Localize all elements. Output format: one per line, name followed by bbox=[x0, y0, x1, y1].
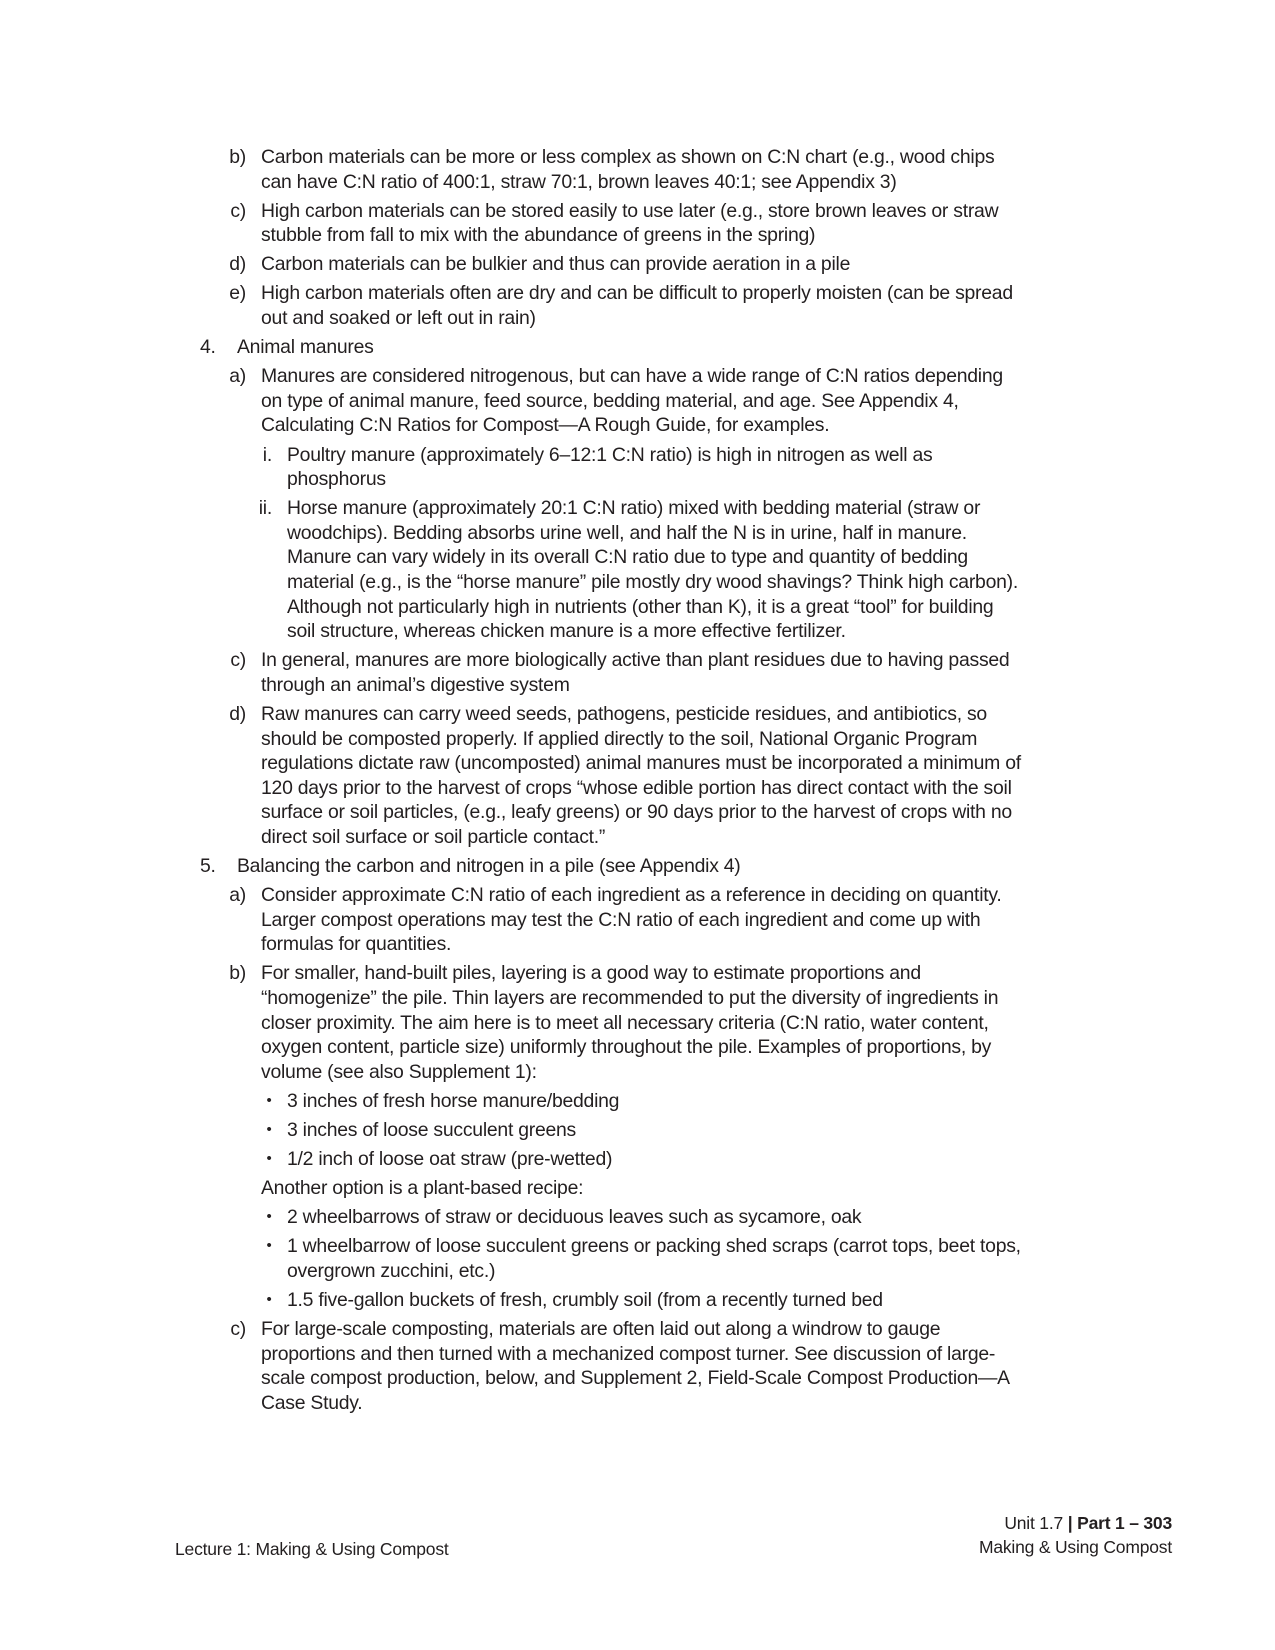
bullet-item bbox=[0, 1234, 1275, 1283]
outline-body bbox=[0, 145, 1275, 1420]
item-marker: d) bbox=[229, 253, 246, 276]
footer-lecture-title: Lecture 1: Making & Using Compost bbox=[175, 1539, 449, 1559]
footer-page-number: Part 1 – 303 bbox=[1077, 1513, 1172, 1533]
section-heading bbox=[0, 854, 1275, 879]
list-item bbox=[0, 1317, 1275, 1415]
bullet-text: 3 inches of loose succulent greens bbox=[287, 1118, 577, 1141]
item-text: High carbon materials can be stored easily to use later (e.g., store brown leaves or straw stubble from fall to mix with the abundance of greens in the spring) bbox=[261, 199, 999, 247]
list-item bbox=[0, 199, 1275, 248]
item-text: Raw manures can carry weed seeds, pathogens, pesticide residues, and antibiotics, so should be composted properly. If applied directly to the soil, National Organic Program regulations dictate raw (uncomposted) animal manures must be incorporated a minimum of 120 days prior to the harvest of crops “whose edible portion has direct contact with the soil surface or soil particles, (e.g., leafy greens) or 90 days prior to the harvest of crops with no direct soil surface or soil particle contact.” bbox=[261, 702, 1021, 848]
item-text: In general, manures are more biologically active than plant residues due to having passed through an animal’s digestive system bbox=[261, 649, 1010, 696]
bullet-item bbox=[0, 1147, 1275, 1172]
item-marker: a) bbox=[229, 884, 246, 907]
item-text: Manures are considered nitrogenous, but can have a wide range of C:N ratios depending on type of animal manure, feed source, bedding material, and age. See Appendix 4, Calculating C:N Ratios for Compost—A Rough Guide, for examples. bbox=[261, 365, 1003, 437]
bullet-text: 3 inches of fresh horse manure/bedding bbox=[287, 1089, 620, 1112]
footer-unit-line bbox=[979, 1511, 1172, 1535]
bullet-text: 1/2 inch of loose oat straw (pre-wetted) bbox=[287, 1148, 613, 1171]
list-item bbox=[0, 443, 1275, 492]
item-marker: ii. bbox=[258, 497, 272, 520]
section-title: Animal manures bbox=[237, 336, 374, 359]
bullet-icon: • bbox=[266, 1208, 272, 1226]
bullet-icon: • bbox=[266, 1091, 272, 1109]
item-marker: d) bbox=[229, 702, 246, 725]
item-marker: b) bbox=[229, 146, 246, 168]
list-item bbox=[0, 702, 1275, 850]
item-text: For large-scale composting, materials are often laid out along a windrow to gauge proportions and then turned with a mechanized compost turner. See discussion of large-scale compost production, below, and Supplement 2, Field-Scale Compost Production—A Case Study. bbox=[261, 1318, 1009, 1414]
item-text: Carbon materials can be more or less complex as shown on C:N chart (e.g., wood chips can have C:N ratio of 400:1, straw 70:1, brown leaves 40:1; see Appendix 3) bbox=[261, 146, 995, 193]
section-number: 5. bbox=[200, 855, 216, 878]
item-marker: c) bbox=[230, 1318, 246, 1341]
bullet-icon: • bbox=[266, 1237, 272, 1255]
section-number: 4. bbox=[200, 336, 216, 359]
item-text: For smaller, hand-built piles, layering is a good way to estimate proportions and “homogenize” the pile. Thin layers are recommended to put the diversity of ingredients in closer proximity. The aim here is to meet all necessary criteria (C:N ratio, water content, oxygen content, particle size) uniformly throughout the pile. Examples of proportions, by volume (see also Supplement 1): bbox=[261, 962, 999, 1083]
bullet-text: 1.5 five-gallon buckets of fresh, crumbly soil (from a recently turned bed bbox=[287, 1289, 883, 1312]
section-heading bbox=[0, 335, 1275, 360]
item-text: Horse manure (approximately 20:1 C:N ratio) mixed with bedding material (straw or woodchips). Bedding absorbs urine well, and half the N is in urine, half in manure. Manure can vary widely in its overall C:N ratio due to type and quantity of bedding material (e.g., is the “horse manure” pile mostly dry wood shavings? Think high carbon). Although not particularly high in nutrients (other than K), it is a great “tool” for building soil structure, whereas chicken manure is a more effective fertilizer. bbox=[287, 497, 1018, 643]
list-item bbox=[0, 496, 1275, 644]
item-text: Poultry manure (approximately 6–12:1 C:N ratio) is high in nitrogen as well as phosphorus bbox=[287, 443, 933, 491]
footer-unit: Unit 1.7 bbox=[1004, 1513, 1064, 1533]
bullet-item bbox=[0, 1288, 1275, 1313]
bullet-text: 1 wheelbarrow of loose succulent greens or packing shed scraps (carrot tops, beet tops, overgrown zucchini, etc.) bbox=[287, 1235, 1021, 1282]
footer-unit-title: Making & Using Compost bbox=[978, 1537, 1172, 1557]
item-text: Carbon materials can be bulkier and thus can provide aeration in a pile bbox=[261, 253, 851, 276]
list-item bbox=[0, 145, 1275, 194]
inline-paragraph: Another option is a plant-based recipe: bbox=[261, 1177, 584, 1200]
footer-page-info bbox=[979, 1511, 1172, 1559]
section-title: Balancing the carbon and nitrogen in a pile (see Appendix 4) bbox=[237, 855, 741, 878]
bullet-icon: • bbox=[266, 1150, 272, 1168]
item-text: Consider approximate C:N ratio of each ingredient as a reference in deciding on quantity. Larger compost operations may test the C:N ratio of each ingredient and come up with formulas for quantities. bbox=[261, 884, 1002, 956]
list-item bbox=[0, 961, 1275, 1084]
list-item bbox=[0, 648, 1275, 697]
list-item bbox=[0, 281, 1275, 330]
footer-separator: | bbox=[1067, 1513, 1073, 1533]
item-marker: b) bbox=[229, 962, 246, 985]
bullet-item bbox=[0, 1089, 1275, 1114]
list-item bbox=[0, 883, 1275, 957]
list-item bbox=[0, 252, 1275, 277]
item-marker: c) bbox=[230, 199, 246, 222]
item-marker: i. bbox=[262, 443, 272, 466]
bullet-text: 2 wheelbarrows of straw or deciduous leaves such as sycamore, oak bbox=[287, 1206, 862, 1229]
bullet-icon: • bbox=[266, 1291, 272, 1309]
bullet-item bbox=[0, 1118, 1275, 1143]
bullet-item bbox=[0, 1205, 1275, 1230]
list-item bbox=[0, 364, 1275, 438]
bullet-icon: • bbox=[266, 1120, 272, 1138]
item-marker: a) bbox=[229, 365, 246, 388]
item-marker: e) bbox=[229, 282, 246, 305]
item-marker: c) bbox=[230, 649, 246, 672]
item-text: High carbon materials often are dry and can be difficult to properly moisten (can be spread out and soaked or left out in rain) bbox=[261, 282, 1013, 330]
